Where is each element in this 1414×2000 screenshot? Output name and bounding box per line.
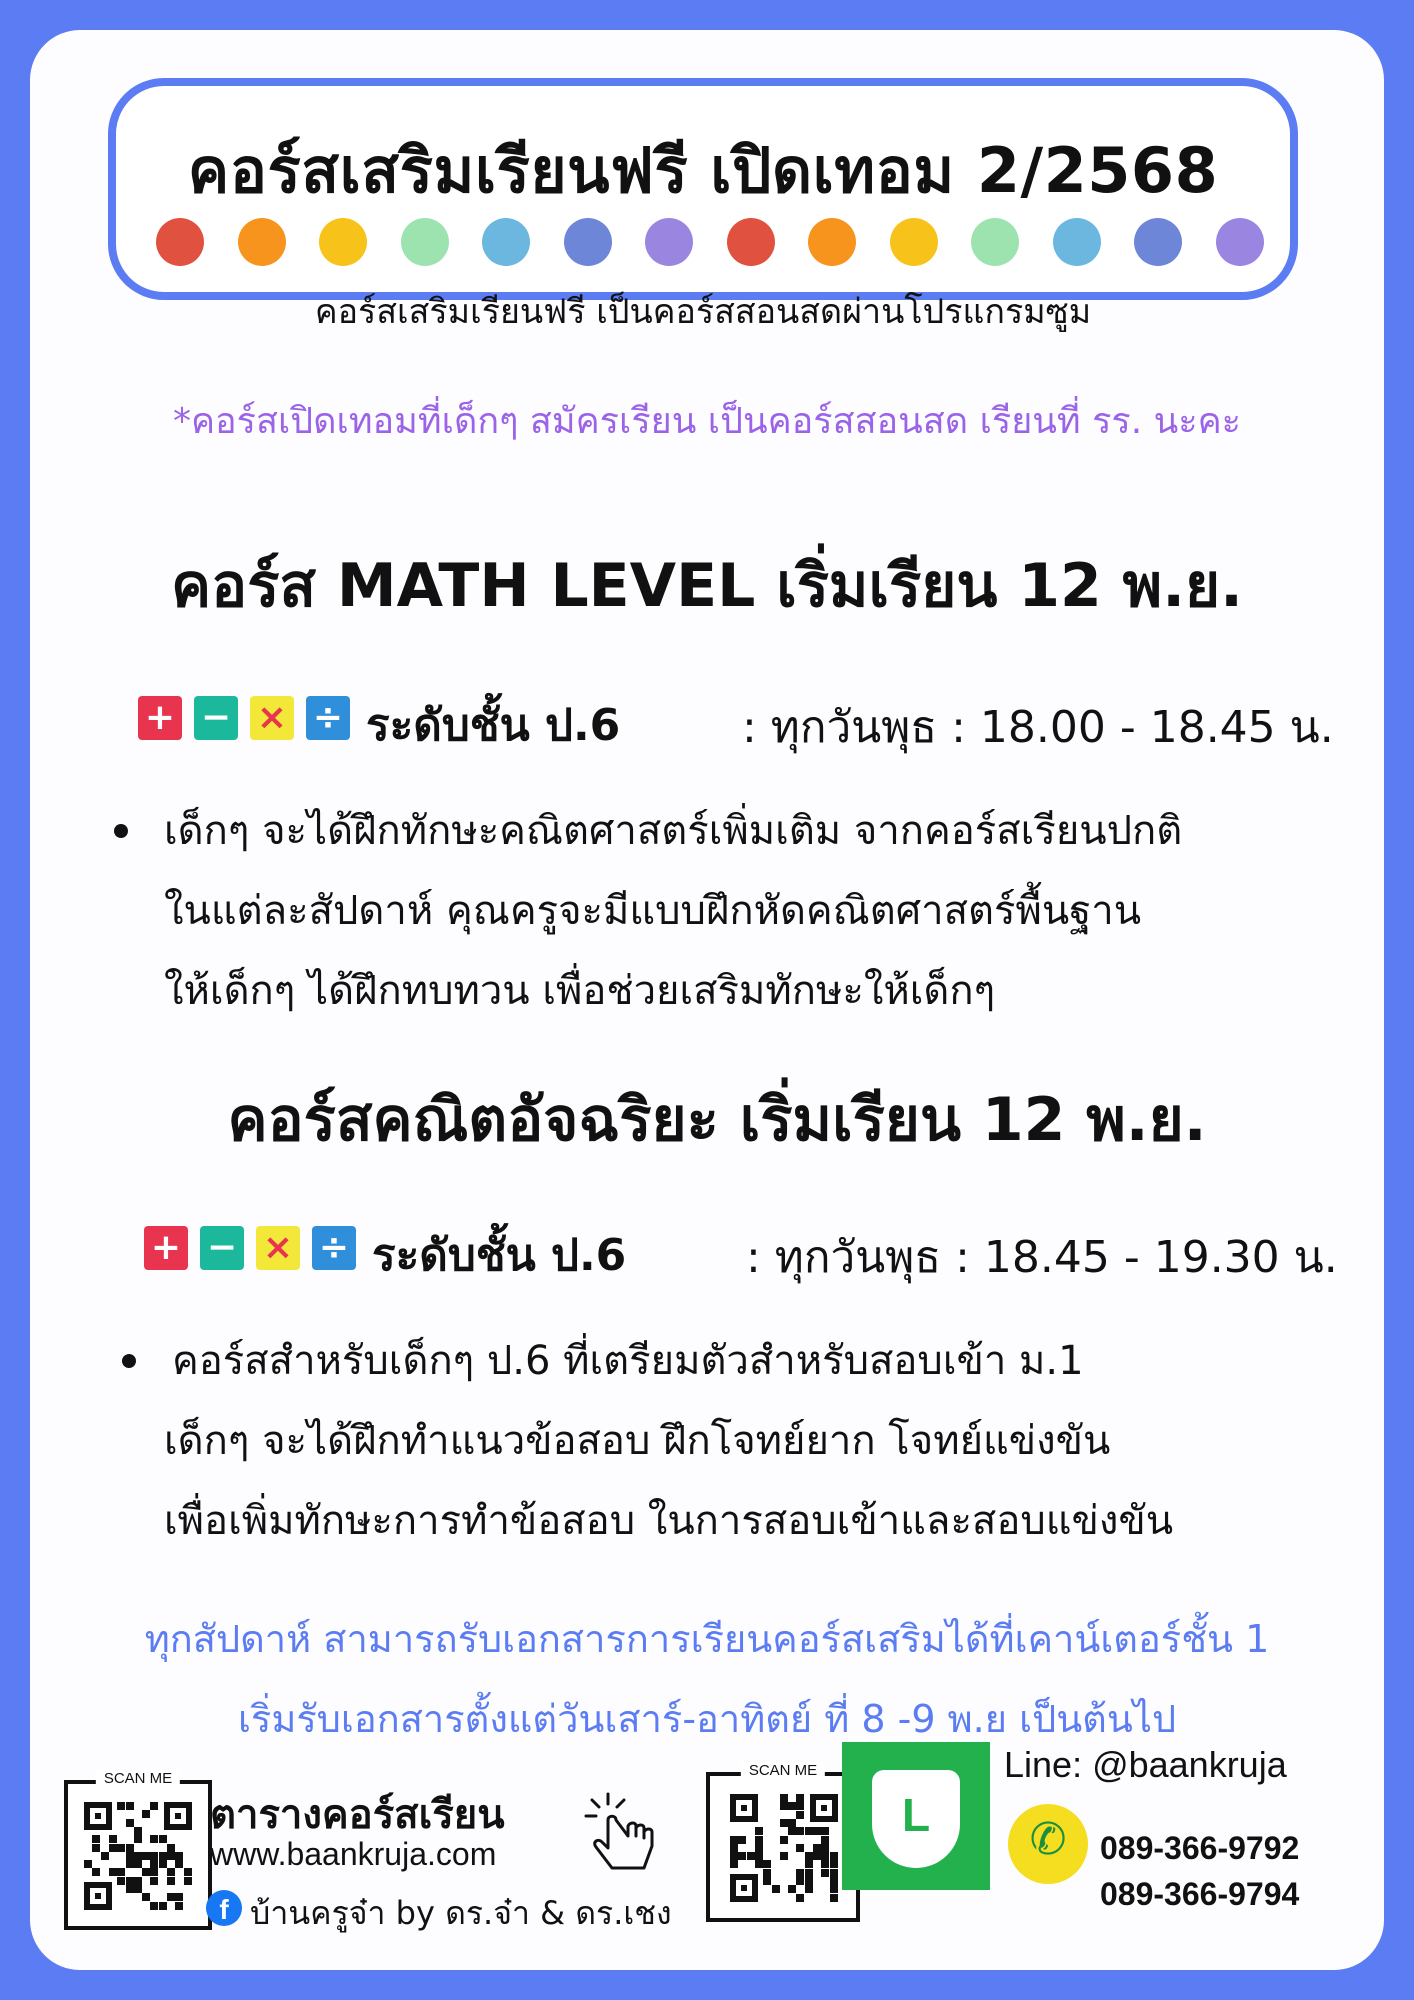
poster-title: คอร์สเสริมเรียนฟรี เปิดเทอม 2/2568 xyxy=(187,134,1219,207)
qr-module xyxy=(167,1844,175,1852)
color-dot-row xyxy=(156,218,1266,266)
qr-module xyxy=(796,1894,804,1902)
qr-module xyxy=(763,1877,771,1885)
qr-module xyxy=(755,1827,763,1835)
qr-module xyxy=(109,1868,117,1876)
class-time: : ทุกวันพุธ : 18.00 - 18.45 น. xyxy=(742,702,1334,753)
color-dot xyxy=(727,218,775,266)
qr-module xyxy=(821,1827,829,1835)
qr-module xyxy=(167,1877,175,1885)
course-title-math-level: คอร์ส MATH LEVEL เริ่มเรียน 12 พ.ย. xyxy=(171,551,1243,621)
qr-module xyxy=(821,1844,829,1852)
color-dot xyxy=(1053,218,1101,266)
course-schedule-row xyxy=(108,1220,1348,1283)
line-shield-icon xyxy=(872,1770,960,1868)
schedule-qr-frame[interactable] xyxy=(64,1770,212,1930)
facebook-icon[interactable]: f xyxy=(206,1890,242,1926)
course-title-gifted-math: คอร์สคณิตอัจฉริยะ เริ่มเรียน 12 พ.ย. xyxy=(227,1085,1207,1155)
qr-module xyxy=(126,1802,134,1810)
bullet-icon xyxy=(114,824,128,838)
qr-module xyxy=(796,1802,804,1810)
qr-module xyxy=(150,1852,158,1860)
qr-module xyxy=(159,1852,167,1860)
qr-module xyxy=(167,1868,175,1876)
qr-module xyxy=(167,1893,175,1901)
scan-me-label: SCAN ME xyxy=(96,1770,180,1787)
line-id[interactable]: Line: @baankruja xyxy=(1004,1744,1287,1785)
qr-module xyxy=(821,1869,829,1877)
qr-module xyxy=(142,1868,150,1876)
qr-module xyxy=(117,1868,125,1876)
grade-level: ระดับชั้น ป.6 xyxy=(372,1230,627,1281)
qr-module xyxy=(821,1860,829,1868)
color-dot xyxy=(156,218,204,266)
times-icon: × xyxy=(256,1226,300,1270)
qr-module xyxy=(84,1860,92,1868)
qr-code[interactable] xyxy=(730,1794,838,1902)
description-line: เพื่อเพิ่มทักษะการทำข้อสอบ ในการสอบเข้าและสอบแข่งขัน xyxy=(164,1498,1174,1544)
qr-module xyxy=(117,1844,125,1852)
qr-module xyxy=(755,1836,763,1844)
qr-module xyxy=(134,1877,142,1885)
qr-module xyxy=(126,1877,134,1885)
qr-module xyxy=(126,1844,134,1852)
course-schedule-row xyxy=(108,690,1348,753)
plus-icon: + xyxy=(144,1226,188,1270)
qr-module xyxy=(159,1860,167,1868)
qr-module xyxy=(830,1894,838,1902)
document-pickup-date: เริ่มรับเอกสารตั้งแต่วันเสาร์-อาทิตย์ ที่ 8 -9 พ.ย เป็นต้นไป xyxy=(237,1697,1177,1741)
color-dot xyxy=(482,218,530,266)
qr-module xyxy=(830,1877,838,1885)
line-letter: L xyxy=(901,1789,931,1841)
qr-module xyxy=(788,1802,796,1810)
qr-module xyxy=(117,1877,125,1885)
phone-number-2[interactable]: 089-366-9794 xyxy=(1100,1876,1300,1912)
qr-module xyxy=(92,1844,100,1852)
qr-module xyxy=(142,1810,150,1818)
color-dot xyxy=(1216,218,1264,266)
color-dot xyxy=(564,218,612,266)
qr-finder xyxy=(84,1882,112,1910)
qr-module xyxy=(150,1868,158,1876)
phone-icon xyxy=(1008,1804,1088,1884)
qr-module xyxy=(730,1860,738,1868)
qr-module xyxy=(134,1835,142,1843)
qr-module xyxy=(738,1852,746,1860)
grade-level: ระดับชั้น ป.6 xyxy=(366,700,621,751)
qr-module xyxy=(755,1852,763,1860)
qr-module xyxy=(134,1885,142,1893)
color-dot xyxy=(319,218,367,266)
qr-module xyxy=(134,1852,142,1860)
plus-icon: + xyxy=(138,696,182,740)
school-note: *คอร์สเปิดเทอมที่เด็กๆ สมัครเรียน เป็นคอร์สสอนสด เรียนที่ รร. นะคะ xyxy=(172,401,1242,442)
minus-icon: − xyxy=(200,1226,244,1270)
qr-module xyxy=(92,1868,100,1876)
description-line: เด็กๆ จะได้ฝึกทักษะคณิตศาสตร์เพิ่มเติม จากคอร์สเรียนปกติ xyxy=(164,808,1183,854)
minus-icon: − xyxy=(194,696,238,740)
class-time: : ทุกวันพุธ : 18.45 - 19.30 น. xyxy=(746,1232,1338,1283)
schedule-link-title[interactable]: ตารางคอร์สเรียน xyxy=(210,1792,505,1838)
qr-module xyxy=(780,1836,788,1844)
qr-finder xyxy=(84,1802,112,1830)
qr-module xyxy=(821,1852,829,1860)
qr-module xyxy=(150,1877,158,1885)
color-dot xyxy=(1134,218,1182,266)
qr-module xyxy=(830,1860,838,1868)
scan-me-label: SCAN ME xyxy=(741,1762,825,1779)
qr-module xyxy=(780,1852,788,1860)
description-line: คอร์สสำหรับเด็กๆ ป.6 ที่เตรียมตัวสำหรับสอบเข้า ม.1 xyxy=(172,1338,1084,1384)
qr-module xyxy=(813,1852,821,1860)
description-line: ให้เด็กๆ ได้ฝึกทบทวน เพื่อช่วยเสริมทักษะให้เด็กๆ xyxy=(164,968,996,1014)
qr-module xyxy=(142,1852,150,1860)
qr-module xyxy=(772,1885,780,1893)
qr-module xyxy=(805,1877,813,1885)
phone-number-1[interactable]: 089-366-9792 xyxy=(1100,1830,1300,1866)
qr-module xyxy=(159,1902,167,1910)
line-logo[interactable] xyxy=(842,1742,990,1890)
qr-module xyxy=(805,1827,813,1835)
color-dot xyxy=(238,218,286,266)
qr-module xyxy=(780,1819,788,1827)
qr-module xyxy=(109,1835,117,1843)
qr-module xyxy=(159,1835,167,1843)
qr-module xyxy=(755,1860,763,1868)
qr-module xyxy=(175,1860,183,1868)
qr-module xyxy=(92,1835,100,1843)
color-dot xyxy=(808,218,856,266)
qr-module xyxy=(780,1802,788,1810)
qr-module xyxy=(175,1893,183,1901)
poster-card xyxy=(30,30,1384,1970)
qr-module xyxy=(126,1885,134,1893)
bullet-icon xyxy=(122,1354,136,1368)
qr-module xyxy=(788,1827,796,1835)
qr-module xyxy=(788,1885,796,1893)
qr-module xyxy=(730,1836,738,1844)
poster-subtitle: คอร์สเสริมเรียนฟรี เป็นคอร์สสอนสดผ่านโปรแกรมซูม xyxy=(314,292,1092,332)
divide-icon: ÷ xyxy=(312,1226,356,1270)
qr-module xyxy=(805,1885,813,1893)
qr-module xyxy=(150,1860,158,1868)
qr-module xyxy=(813,1844,821,1852)
qr-module xyxy=(796,1811,804,1819)
qr-module xyxy=(134,1860,142,1868)
qr-module xyxy=(805,1869,813,1877)
qr-module xyxy=(142,1893,150,1901)
qr-module xyxy=(730,1852,738,1860)
qr-module xyxy=(730,1844,738,1852)
phone-glyph: ✆ xyxy=(1029,1814,1067,1865)
description-line: ในแต่ละสัปดาห์ คุณครูจะมีแบบฝึกหัดคณิตศาสตร์พื้นฐาน xyxy=(164,888,1142,934)
color-dot xyxy=(401,218,449,266)
qr-module xyxy=(184,1877,192,1885)
times-icon: × xyxy=(250,696,294,740)
qr-module xyxy=(796,1794,804,1802)
qr-module xyxy=(796,1877,804,1885)
facebook-page-name[interactable]: บ้านครูจ๋า by ดร.จ๋า & ดร.เชง xyxy=(250,1894,672,1932)
qr-code[interactable] xyxy=(84,1802,192,1910)
qr-module xyxy=(780,1794,788,1802)
line-qr-frame[interactable] xyxy=(706,1762,860,1922)
qr-module xyxy=(796,1844,804,1852)
title-box xyxy=(108,78,1298,332)
document-pickup-note: ทุกสัปดาห์ สามารถรับเอกสารการเรียนคอร์สเสริมได้ที่เคาน์เตอร์ชั้น 1 xyxy=(144,1617,1270,1661)
description-line: เด็กๆ จะได้ฝึกทำแนวข้อสอบ ฝึกโจทย์ยาก โจทย์แข่งขัน xyxy=(164,1418,1111,1464)
qr-module xyxy=(830,1869,838,1877)
qr-module xyxy=(738,1836,746,1844)
qr-module xyxy=(101,1852,109,1860)
qr-module xyxy=(788,1819,796,1827)
qr-finder xyxy=(164,1802,192,1830)
qr-module xyxy=(796,1869,804,1877)
qr-module xyxy=(763,1860,771,1868)
qr-module xyxy=(755,1844,763,1852)
qr-module xyxy=(109,1844,117,1852)
qr-module xyxy=(150,1802,158,1810)
qr-finder xyxy=(730,1874,758,1902)
qr-module xyxy=(150,1835,158,1843)
qr-module xyxy=(184,1868,192,1876)
qr-module xyxy=(796,1827,804,1835)
qr-module xyxy=(150,1902,158,1910)
qr-module xyxy=(830,1852,838,1860)
qr-module xyxy=(747,1852,755,1860)
qr-module xyxy=(126,1852,134,1860)
qr-module xyxy=(175,1852,183,1860)
qr-module xyxy=(763,1869,771,1877)
website-link[interactable]: www.baankruja.com xyxy=(210,1836,497,1872)
qr-finder xyxy=(730,1794,758,1822)
qr-finder xyxy=(810,1794,838,1822)
color-dot xyxy=(890,218,938,266)
qr-module xyxy=(175,1902,183,1910)
color-dot xyxy=(645,218,693,266)
qr-module xyxy=(117,1802,125,1810)
qr-module xyxy=(126,1819,134,1827)
qr-module xyxy=(134,1827,142,1835)
color-dot xyxy=(971,218,1019,266)
qr-module xyxy=(813,1827,821,1835)
divide-icon: ÷ xyxy=(306,696,350,740)
qr-module xyxy=(805,1860,813,1868)
qr-module xyxy=(126,1860,134,1868)
tap-hand-icon xyxy=(578,1786,664,1880)
qr-module xyxy=(821,1836,829,1844)
qr-module xyxy=(805,1852,813,1860)
qr-module xyxy=(167,1852,175,1860)
qr-module xyxy=(830,1885,838,1893)
